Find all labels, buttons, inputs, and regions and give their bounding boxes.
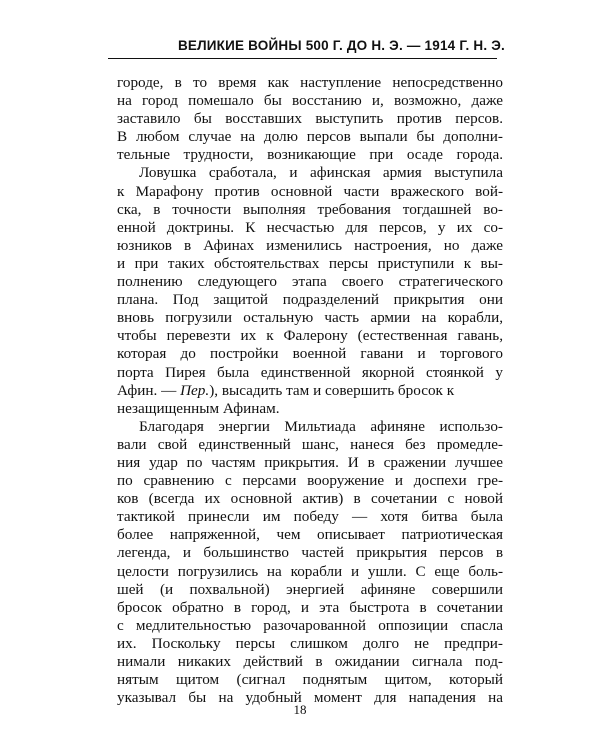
text-line: более напряженной, чем описывает патриотическая (117, 526, 503, 544)
text-line: полнению следующего этапа своего стратегического (117, 273, 503, 291)
text-line: В любом случае на долю персов выпали бы дополни- (117, 128, 503, 146)
text-fragment: Афин. — (117, 381, 181, 399)
text-line: тельные трудности, возникающие при осаде города. (117, 146, 503, 164)
text-line: порта Пирея была единственной якорной стоянкой у (117, 363, 503, 381)
text-line: на город помешало бы восстанию и, возможно, даже (117, 92, 503, 110)
text-line: их. Поскольку персы слишком долго не предпри- (117, 634, 503, 652)
paragraph-1 (117, 74, 503, 164)
text-line: шей (и похвальной) энергией афиняне совершили (117, 580, 503, 598)
text-line: тактикой принесли им победу — хотя битва была (117, 508, 503, 526)
text-line: которая до постройки военной гавани и торгового (117, 345, 503, 363)
text-line: заставило бы восставших выступить против персов. (117, 110, 503, 128)
text-fragment: ), высадить там и совершить бросок к (209, 381, 455, 399)
translator-note: Пер. (180, 381, 210, 399)
text-line: ния удар по частям прикрытия. И в сражении лучшее (117, 453, 503, 471)
text-line: к Марафону против основной части вражеского вой- (117, 182, 503, 200)
paragraph-3 (117, 418, 503, 708)
text-line: плана. Под защитой подразделений прикрытия они (117, 291, 503, 309)
text-line: ков (всегда их основной актив) в сочетании с новой (117, 490, 503, 508)
text-line: енной доктрины. К несчастью для персов, у их со- (117, 218, 503, 236)
text-line: по сравнению с персами вооружение и доспехи гре- (117, 472, 503, 490)
text-line: юзников в Афинах изменились настроения, но даже (117, 236, 503, 254)
text-line: вали свой единственный шанс, нанеся без промедле- (117, 435, 503, 453)
text-line: Благодаря энергии Мильтиада афиняне использо- (139, 417, 503, 435)
text-line: нимали никаких действий в ожидании сигнала под- (117, 653, 503, 670)
text-line: и при таких обстоятельствах персы приступили к вы- (117, 254, 503, 272)
running-header-title: ВЕЛИКИЕ ВОЙНЫ 500 Г. ДО Н. Э. — 1914 Г. Н. Э. (177, 38, 505, 53)
text-line: Ловушка сработала, и афинская армия выступила (139, 164, 503, 182)
text-line: нятым щитом (сигнал поднятым щитом, который (117, 671, 503, 689)
page-body (117, 74, 503, 707)
text-line: незащищенным Афинам. (117, 399, 280, 417)
text-line: вновь погрузили остальную часть армии на корабли, (117, 309, 503, 327)
text-line: городе, в то время как наступление непосредственно (117, 74, 503, 91)
running-header (0, 0, 600, 70)
text-line: целости погрузились на корабли и ушли. С еще боль- (117, 562, 503, 580)
text-line: указывал бы на удобный момент для нападения на (117, 689, 503, 707)
text-line: ска, в точности выполняя требования тогдашней во- (117, 200, 503, 218)
paragraph-2 (117, 164, 503, 417)
text-line: бросок обратно в город, и эта быстрота в сочетании (117, 598, 503, 616)
text-line: чтобы перевезти их к Фалерону (естественная гавань, (117, 327, 503, 345)
page-number: 18 (293, 702, 307, 717)
text-line: с медлительностью разочарованной оппозиции спасла (117, 616, 503, 634)
text-line-with-translator-note (117, 382, 503, 400)
header-rule (108, 58, 497, 59)
text-line: легенда, и большинство частей прикрытия персов в (117, 544, 503, 562)
